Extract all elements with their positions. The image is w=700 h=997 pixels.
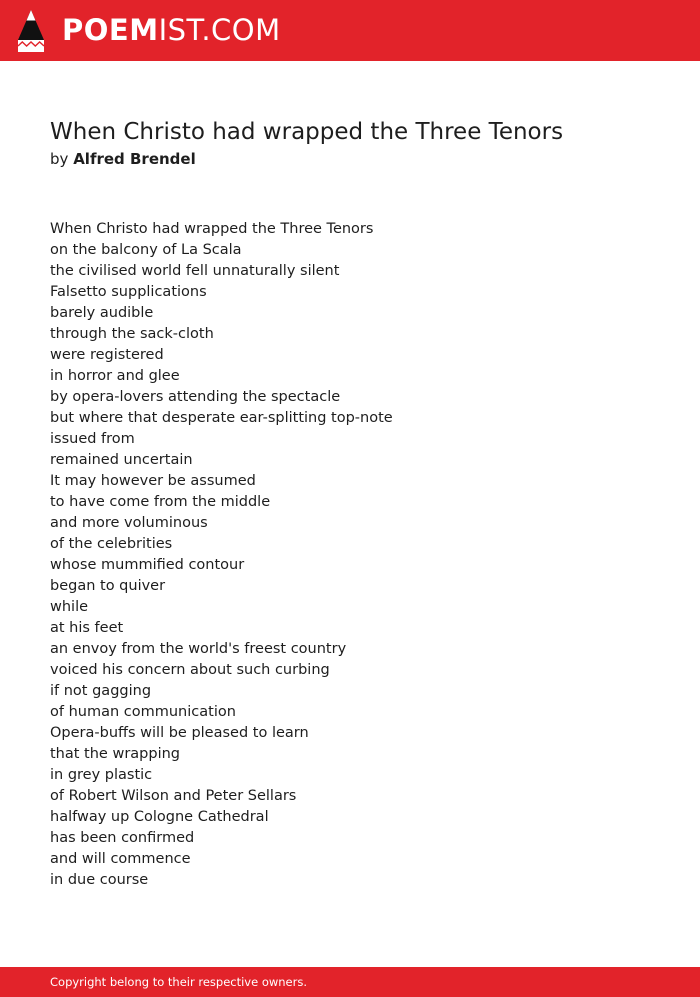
- poem-line: remained uncertain: [50, 452, 193, 468]
- poem-line: barely audible: [50, 305, 154, 321]
- poem-line: has been confirmed: [50, 830, 195, 846]
- poem-line: but where that desperate ear-splitting top-note: [50, 410, 393, 426]
- logo-text-light: IST.COM: [158, 13, 281, 47]
- logo-text-bold: POEM: [62, 13, 159, 47]
- poem-line: on the balcony of La Scala: [50, 242, 242, 258]
- poem-line: of the celebrities: [50, 536, 173, 552]
- poem-line: voiced his concern about such curbing: [50, 662, 330, 678]
- poem-line: and more voluminous: [50, 515, 208, 531]
- poem-line: halfway up Cologne Cathedral: [50, 809, 269, 825]
- poem-line: in horror and glee: [50, 368, 180, 384]
- poem-line: issued from: [50, 431, 135, 447]
- poem-line: When Christo had wrapped the Three Tenors: [50, 221, 374, 237]
- pencil-icon: [18, 10, 44, 52]
- poem-line: the civilised world fell unnaturally silent: [50, 263, 340, 279]
- poem-byline: [50, 149, 196, 169]
- poem-line: in due course: [50, 872, 149, 888]
- site-header: [0, 0, 700, 61]
- poem-line: Falsetto supplications: [50, 284, 207, 300]
- poem-line: through the sack-cloth: [50, 326, 214, 342]
- poem-body: [50, 219, 393, 891]
- poem-line: if not gagging: [50, 683, 152, 699]
- poem-line: whose mummified contour: [50, 557, 245, 573]
- poem-line: an envoy from the world's freest country: [50, 641, 347, 657]
- poem-line: at his feet: [50, 620, 124, 636]
- poem-line: Opera-buffs will be pleased to learn: [50, 725, 309, 741]
- poem-line: that the wrapping: [50, 746, 180, 762]
- poem-line: were registered: [50, 347, 164, 363]
- poem-line: by opera-lovers attending the spectacle: [50, 389, 341, 405]
- poem-title: When Christo had wrapped the Three Tenors: [50, 119, 564, 145]
- site-logo[interactable]: [62, 13, 281, 47]
- poem-line: of Robert Wilson and Peter Sellars: [50, 788, 297, 804]
- site-footer: [0, 967, 700, 997]
- poem-line: in grey plastic: [50, 767, 153, 783]
- poem-line: and will commence: [50, 851, 191, 867]
- poem-line: while: [50, 599, 89, 615]
- poem-author: Alfred Brendel: [73, 150, 196, 168]
- poem-line: of human communication: [50, 704, 236, 720]
- poem-line: It may however be assumed: [50, 473, 256, 489]
- poem-line: to have come from the middle: [50, 494, 271, 510]
- by-label: by: [50, 150, 69, 168]
- copyright-text: Copyright belong to their respective owners.: [50, 975, 308, 989]
- poem-line: began to quiver: [50, 578, 166, 594]
